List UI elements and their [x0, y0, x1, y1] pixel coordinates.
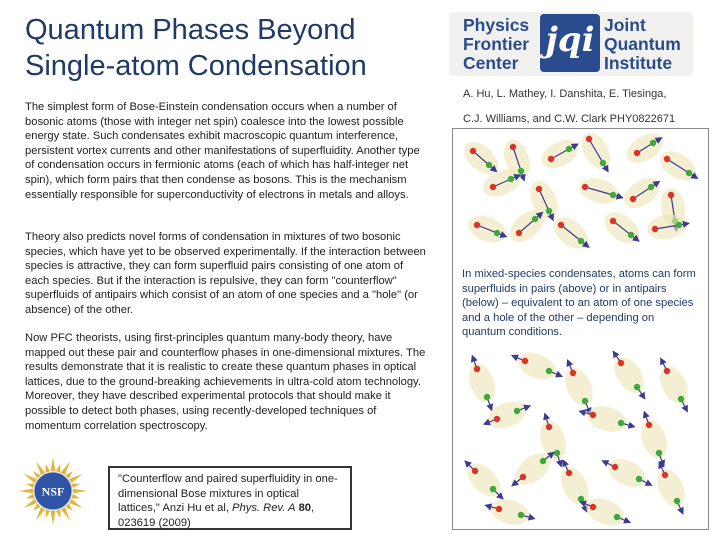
antipair-3	[560, 360, 598, 414]
citation-rest: , 023619 (2009)	[118, 502, 315, 529]
pair-superfluid-illustration	[453, 129, 708, 265]
nsf-ray-5	[61, 507, 70, 520]
intro-paragraph: The simplest form of Bose-Einstein condensation occurs when a number of bosonic atoms (those with integer net spin) coalesce into the lowest possible energy state. Such condensates exhibit macroscopic quantum interference, persistent vortex currents and other manifestations of superfluidity. Another type of condensation occurs in fermionic atoms (each of which has half-integer net spin), which form pairs that then condense as bosons. This is the mechanism essentially responsible for superconductivity of electrons in metals and alloys.	[25, 101, 420, 201]
citation-volume: 80	[298, 502, 312, 515]
citation-journal: Phys. Rev. A	[232, 502, 296, 515]
nsf-ray-15	[24, 474, 37, 483]
antipair-2	[512, 349, 562, 385]
nsf-ray-23	[69, 474, 82, 483]
antipair-4	[608, 351, 650, 398]
pair-6	[655, 145, 702, 187]
title-line-2: Single-atom Condensation	[25, 50, 367, 82]
nsf-ray-11	[24, 499, 37, 508]
citation-text: "Counterflow and paired superfluidity in one-dimensional Bose mixtures in optical lattices," Anzi Hu et al,	[118, 473, 338, 515]
nsf-ray-17	[36, 462, 45, 475]
nsf-ray-1	[73, 489, 87, 494]
nsf-ray-9	[36, 507, 45, 520]
antipair-10	[461, 457, 506, 502]
nsf-ray-2	[72, 494, 80, 499]
pair-12	[464, 210, 510, 247]
jqi-logo-text	[604, 16, 692, 73]
authors-line-2: C.J. Williams, and C.W. Clark PHY0822671	[463, 113, 676, 125]
nsf-ray-6	[56, 510, 61, 518]
jqi-mark: jqi	[540, 14, 600, 72]
pfc-jqi-logo	[449, 12, 693, 76]
pfc-line-1: Physics	[463, 15, 530, 35]
nsf-ray-3	[69, 499, 82, 508]
antipair-14	[652, 462, 691, 513]
pair-14	[548, 211, 594, 255]
antipair-13	[602, 453, 651, 492]
nsf-ray-12	[26, 494, 34, 499]
jqi-line-2: Quantum	[604, 34, 681, 54]
authors-line-1: A. Hu, L. Mathey, I. Danshita, E. Tiesinga,	[463, 88, 667, 100]
antipair-superfluid-illustration	[453, 349, 708, 527]
page-title	[25, 12, 435, 84]
jqi-line-1: Joint	[604, 15, 646, 35]
pair-15	[599, 206, 645, 250]
antipair-5	[654, 358, 693, 411]
pair-4	[576, 129, 617, 174]
figure-caption: In mixed-species condensates, atoms can form superfluids in pairs (above) or in antipairs (below) – equivalent to an atom of one species and a hole of the other – depending on quantum conditions.	[462, 267, 700, 340]
antipair-6	[484, 396, 530, 433]
title-line-1: Quantum Phases Beyond	[25, 14, 356, 46]
theory-paragraph: Theory also predicts novel forms of condensation in mixtures of two bosonic species, which have yet to be observed experimentally. If the interaction between species is attractive, they can form superfluid pairs consisting of one atom of each species. But if the interaction is repulsive, they can form "counterflow" superfluids of antipairs which consist of an atom of one species and a "hole" (or absence) of the other.	[25, 231, 426, 316]
nsf-ray-19	[51, 457, 56, 471]
authors	[463, 82, 713, 132]
nsf-ray-24	[72, 484, 80, 489]
nsf-logo-text: NSF	[41, 484, 65, 499]
antipair-1	[464, 356, 500, 410]
antipair-9	[636, 412, 672, 466]
nsf-logo	[17, 455, 89, 527]
pair-10	[619, 172, 666, 214]
nsf-ray-13	[19, 489, 33, 494]
nsf-ray-18	[46, 464, 51, 472]
pair-9	[576, 174, 622, 208]
results-paragraph: Now PFC theorists, using first-principles quantum many-body theory, have mapped out these pair and counterflow phases in one-dimensional mixtures. The results demonstrate that it is realistic to create these quantum phases in optical lattices, due to the ground-breaking achievements in ultra-cold atom technology. Moreover, they have described experimental protocols that should make it possible to detect both phases, using recently-developed techniques of momentum correlation spectroscopy.	[25, 332, 426, 432]
nsf-ray-7	[51, 511, 56, 525]
pfc-line-3: Center	[463, 53, 519, 73]
pfc-line-2: Frontier	[463, 34, 530, 54]
nsf-ray-8	[46, 510, 51, 518]
nsf-ray-20	[56, 464, 61, 472]
jqi-line-3: Institute	[604, 53, 673, 73]
antipair-15	[485, 495, 534, 527]
pair-3	[537, 134, 584, 174]
nsf-ray-21	[61, 462, 70, 475]
nsf-ray-14	[26, 484, 34, 489]
pairing-figure	[452, 128, 709, 530]
citation-box	[108, 466, 352, 530]
